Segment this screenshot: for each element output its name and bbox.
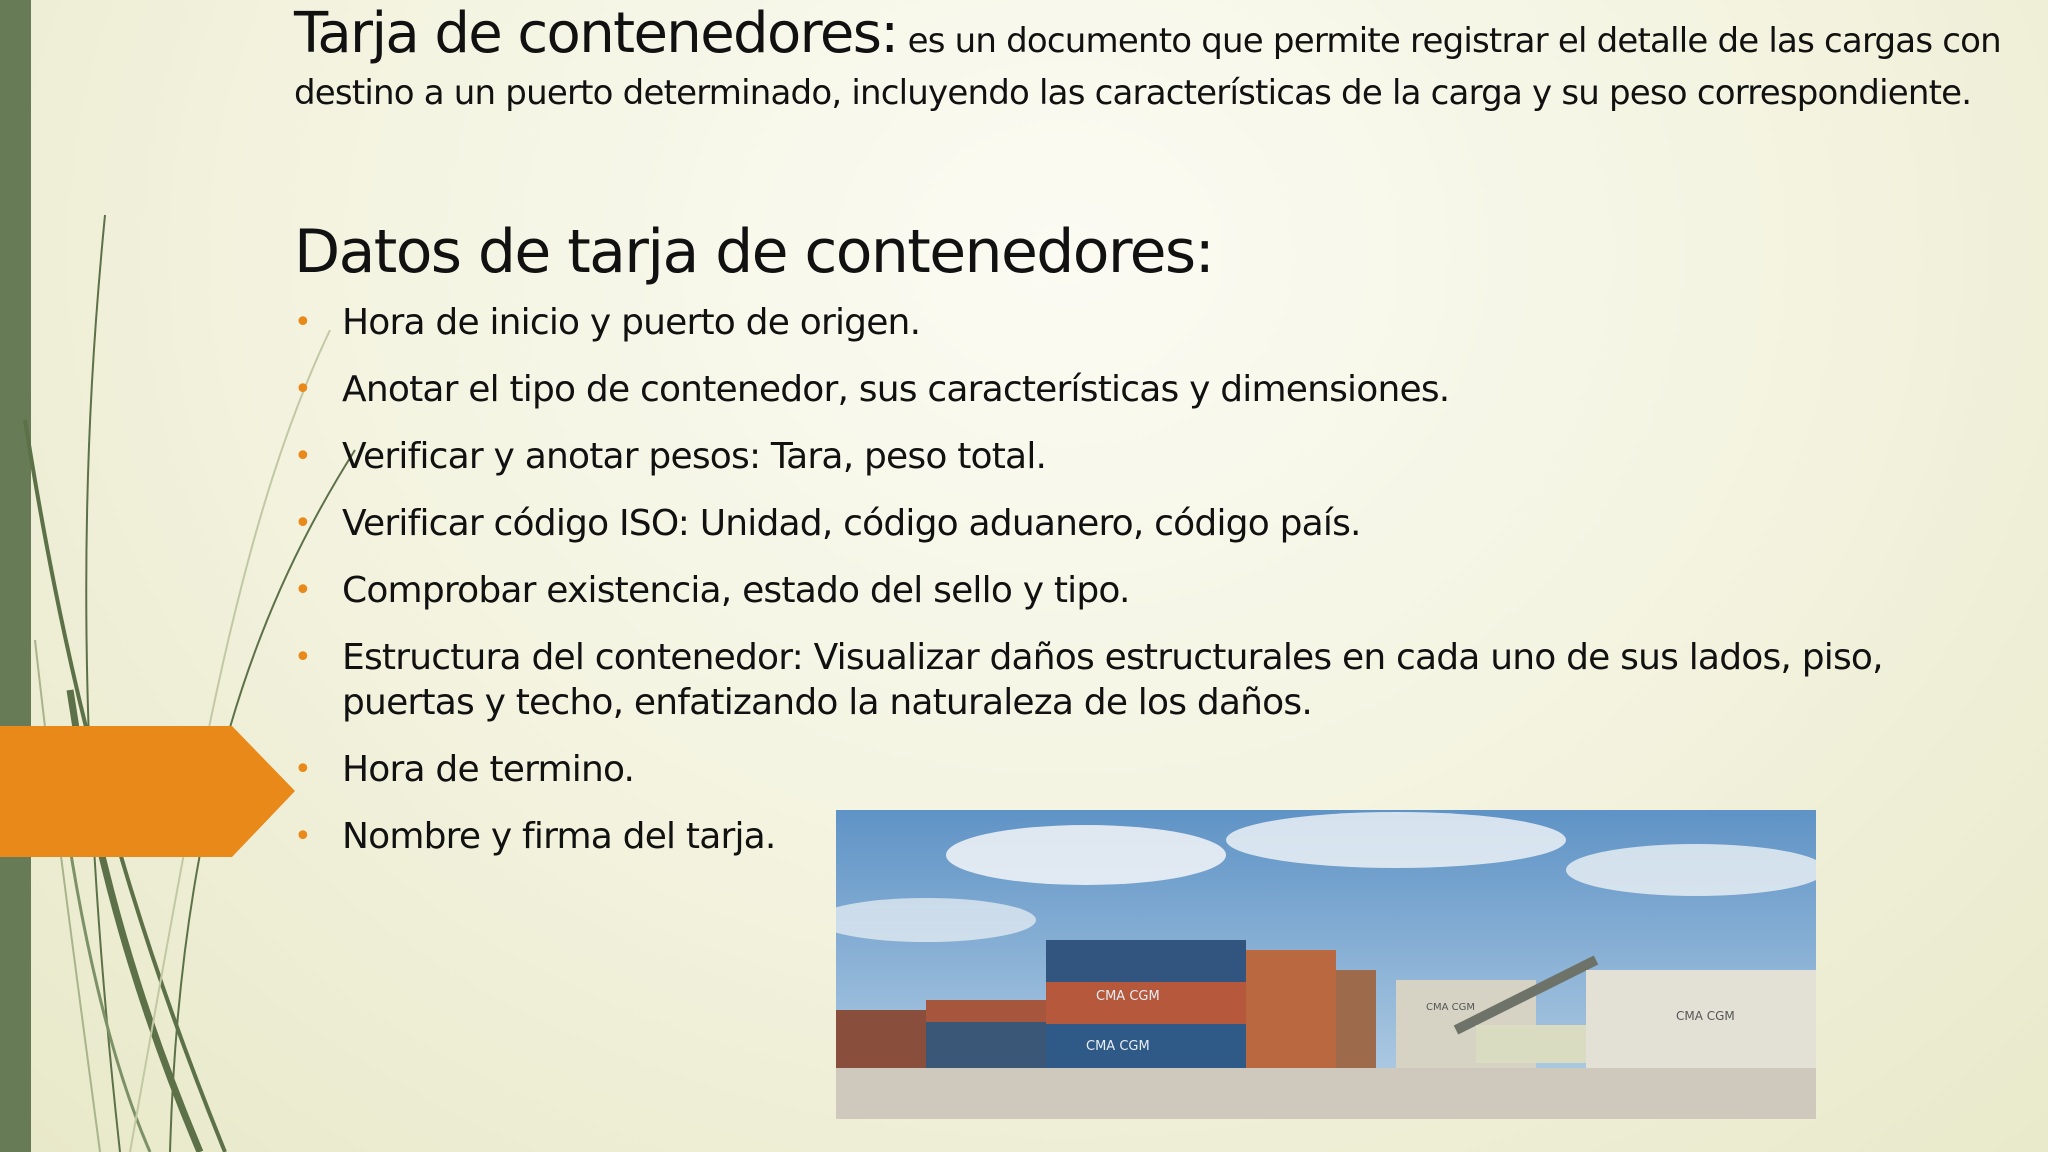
container-label: CMA CGM xyxy=(1426,1002,1475,1013)
container-yard-illustration xyxy=(836,810,1816,1119)
bullet-dot: • xyxy=(294,573,311,608)
list-item: • Hora de inicio y puerto de origen. xyxy=(294,302,921,343)
list-item: • Verificar y anotar pesos: Tara, peso total. xyxy=(294,436,1047,477)
intro-definition: es un documento que permite registrar el detalle de las cargas con destino a un puerto determinado, incluyendo las características de la carga y su peso correspondiente. xyxy=(294,21,2001,113)
list-item: • Hora de termino. xyxy=(294,749,635,790)
orange-arrow-shape xyxy=(0,726,295,857)
list-item: • Verificar código ISO: Unidad, código aduanero, código país. xyxy=(294,503,1361,544)
bullet-dot: • xyxy=(294,372,311,407)
bullet-dot: • xyxy=(294,439,311,474)
bullet-dot: • xyxy=(294,819,311,854)
container-label: CMA CGM xyxy=(1096,989,1160,1004)
container-label: CMA CGM xyxy=(1086,1039,1150,1054)
list-item: • Nombre y firma del tarja. xyxy=(294,816,776,857)
intro-paragraph xyxy=(294,1,2039,119)
container-yard-photo xyxy=(836,810,1816,1119)
list-item: • Anotar el tipo de contenedor, sus características y dimensiones. xyxy=(294,369,1450,410)
list-item: • Comprobar existencia, estado del sello y tipo. xyxy=(294,570,1130,611)
intro-term: Tarja de contenedores: xyxy=(294,1,898,66)
bullet-dot: • xyxy=(294,506,311,541)
bullet-dot: • xyxy=(294,305,311,340)
bullet-dot: • xyxy=(294,640,311,675)
list-item: • Estructura del contenedor: Visualizar daños estructurales en cada uno de sus lados, piso, puertas y techo, enfatizando la naturaleza de los daños. xyxy=(294,637,1883,723)
container-label: CMA CGM xyxy=(1676,1009,1735,1023)
bullet-list xyxy=(294,300,2024,881)
section-title: Datos de tarja de contenedores: xyxy=(294,217,1214,287)
bullet-dot: • xyxy=(294,752,311,787)
